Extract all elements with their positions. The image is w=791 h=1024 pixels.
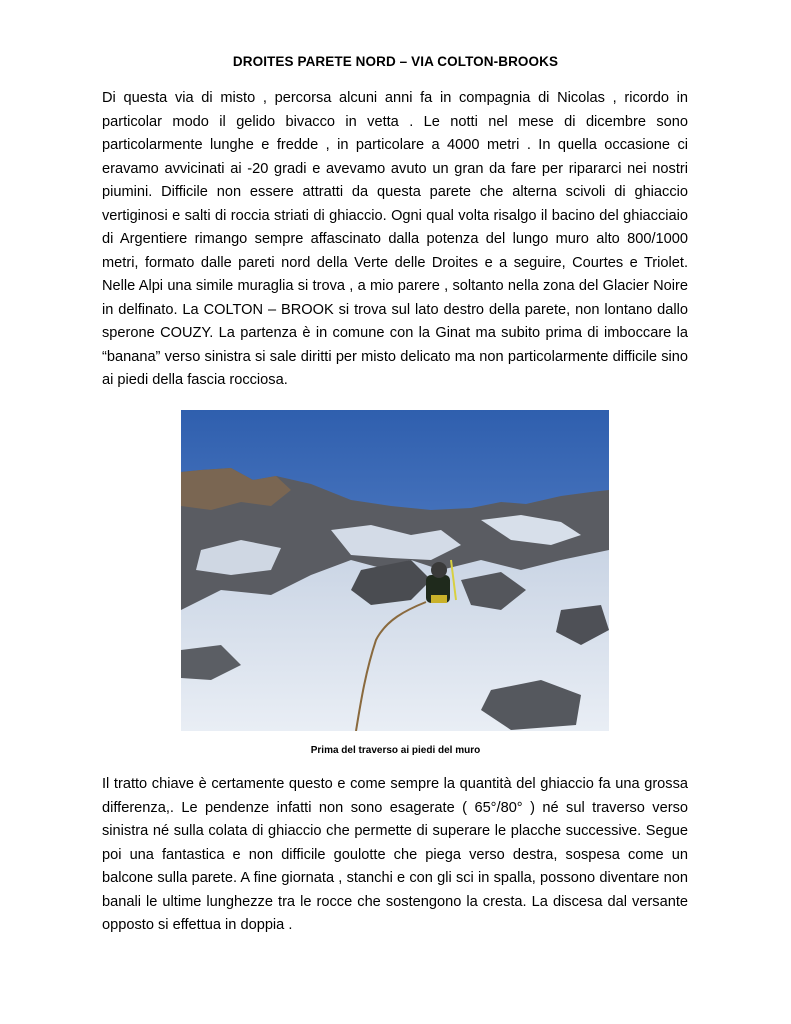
paragraph-key-section: Il tratto chiave è certamente questo e come sempre la quantità del ghiaccio fa una grossa differenza,. Le pendenze infatti non sono esagerate ( 65°/80° ) né sul traverso verso sinistra né sulla colata di ghiaccio che permette di superare le placche successive. Segue poi una fantastica e non difficile goulotte che piega verso destra, sospesa come un balcone sulla parete. A fine giornata , stanchi e con gli sci in spalla, possono diventare non banali le ultime lunghezze tra le rocce che sostengono la cresta. La discesa dal versante opposto si effettua in doppia . (102, 776, 688, 933)
photo-caption: Prima del traverso ai piedi del muro (310, 745, 481, 756)
document-title: DROITES PARETE NORD – VIA COLTON-BROOKS (232, 54, 559, 69)
paragraph-intro: Di questa via di misto , percorsa alcuni anni fa in compagnia di Nicolas , ricordo in particolar modo il gelido bivacco in vetta . Le notti nel mese di dicembre sono particolarmente lunghe e fredde , in particolare a 4000 metri . In quella occasione ci eravamo avvicinati ai -20 gradi e avevamo avuto un gran da fare per ripararci nei nostri piumini. Difficile non essere attratti da questa parete che alterna scivoli di ghiaccio vertiginosi e salti di roccia striati di ghiaccio. Ogni qual volta risalgo il bacino del ghiacciaio di Argentiere rimango sempre affascinato dalla potenza del lungo muro alto 800/1000 metri, formato dalle pareti nord della Verte delle Droites e a seguire, Courtes e Triolet. Nelle Alpi una simile muraglia si trova , a mio parere , soltanto nella zona del Glacier Noire in delfinato. La COLTON – BROOK si trova sul lato destro della parete, non lontano dallo sperone COUZY. La partenza è in comune con la Ginat ma subito prima di imboccare la “banana” verso sinistra si sale diritti per misto delicato ma non particolarmente difficile sino ai piedi della fascia rocciosa. (102, 90, 688, 388)
climbing-photo (181, 410, 609, 731)
